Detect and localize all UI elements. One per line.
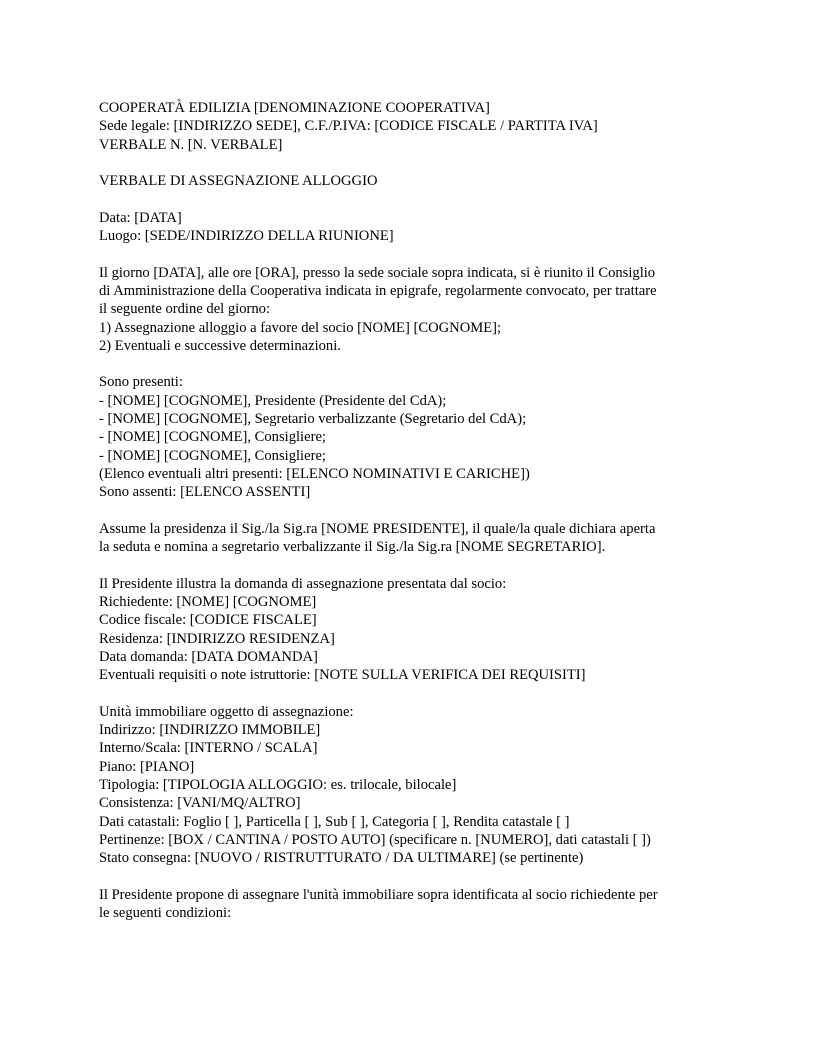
minutes-number: VERBALE N. [N. VERBALE] — [99, 136, 283, 153]
meeting-details — [99, 209, 729, 246]
cooperative-name: COOPERATÀ EDILIZIA [DENOMINAZIONE COOPERATIVA] — [99, 100, 490, 116]
presidency-line: la seduta e nomina a segretario verbalizzante il Sig./la Sig.ra [NOME SEGRETARIO]. — [99, 539, 606, 556]
registered-office: Sede legale: [INDIRIZZO SEDE], C.F./P.IVA: [CODICE FISCALE / PARTITA IVA] — [99, 118, 598, 135]
attendance-section — [99, 373, 729, 501]
agenda-item: 1) Assegnazione alloggio a favore del socio [NOME] [COGNOME]; — [99, 319, 502, 336]
property-delivery-status: Stato consegna: [NUOVO / RISTRUTTURATO / DA ULTIMARE] (se pertinente) — [99, 850, 584, 867]
document-title: VERBALE DI ASSEGNAZIONE ALLOGGIO — [99, 173, 378, 190]
intro-paragraph — [99, 264, 729, 355]
intro-line: di Amministrazione della Cooperativa indicata in epigrafe, regolarmente convocato, per trattare — [99, 282, 657, 299]
absentees: Sono assenti: [ELENCO ASSENTI] — [99, 484, 311, 501]
property-address: Indirizzo: [INDIRIZZO IMMOBILE] — [99, 722, 321, 739]
property-unit: Interno/Scala: [INTERNO / SCALA] — [99, 740, 318, 757]
application-date: Data domanda: [DATA DOMANDA] — [99, 648, 318, 665]
meeting-date: Data: [DATA] — [99, 209, 182, 226]
spacer — [99, 355, 729, 373]
proposal-line: Il Presidente propone di assegnare l'unità immobiliare sopra identificata al socio richiedente per — [99, 886, 658, 903]
spacer — [99, 685, 729, 703]
applicant-tax-code: Codice fiscale: [CODICE FISCALE] — [99, 612, 317, 629]
applicant-residence: Residenza: [INDIRIZZO RESIDENZA] — [99, 630, 335, 647]
presidency-paragraph — [99, 520, 729, 557]
application-notes: Eventuali requisiti o note istruttorie: [NOTE SULLA VERIFICA DEI REQUISITI] — [99, 667, 586, 684]
property-heading: Unità immobiliare oggetto di assegnazione: — [99, 703, 354, 720]
application-intro: Il Presidente illustra la domanda di assegnazione presentata dal socio: — [99, 575, 507, 592]
spacer — [99, 190, 729, 208]
application-section — [99, 575, 729, 685]
property-type: Tipologia: [TIPOLOGIA ALLOGGIO: es. trilocale, bilocale] — [99, 776, 457, 793]
presidency-line: Assume la presidenza il Sig./la Sig.ra [NOME PRESIDENTE], il quale/la quale dichiara aperta — [99, 520, 656, 537]
other-attendees: (Elenco eventuali altri presenti: [ELENCO NOMINATIVI E CARICHE]) — [99, 465, 530, 482]
attendee-item: - [NOME] [COGNOME], Consigliere; — [99, 447, 326, 464]
agenda-item: 2) Eventuali e successive determinazioni. — [99, 337, 341, 354]
property-section — [99, 703, 729, 868]
spacer — [99, 556, 729, 574]
property-floor: Piano: [PIANO] — [99, 758, 195, 775]
cooperative-header — [99, 99, 729, 154]
attendance-heading: Sono presenti: — [99, 374, 183, 391]
applicant-name: Richiedente: [NOME] [COGNOME] — [99, 594, 317, 611]
proposal-line: le seguenti condizioni: — [99, 905, 232, 922]
spacer — [99, 245, 729, 263]
attendee-item: - [NOME] [COGNOME], Segretario verbalizzante (Segretario del CdA); — [99, 411, 527, 428]
property-cadastral-data: Dati catastali: Foglio [ ], Particella [ ], Sub [ ], Categoria [ ], Rendita catastale [ ] — [99, 813, 570, 830]
spacer — [99, 502, 729, 520]
property-size: Consistenza: [VANI/MQ/ALTRO] — [99, 795, 301, 812]
document-body — [99, 99, 729, 922]
proposal-paragraph — [99, 886, 729, 923]
spacer — [99, 154, 729, 172]
attendee-item: - [NOME] [COGNOME], Presidente (Presidente del CdA); — [99, 392, 447, 409]
intro-line: il seguente ordine del giorno: — [99, 301, 271, 318]
intro-line: Il giorno [DATA], alle ore [ORA], presso la sede sociale sopra indicata, si è riunito il Consiglio — [99, 264, 656, 281]
property-appurtenances: Pertinenze: [BOX / CANTINA / POSTO AUTO] (specificare n. [NUMERO], dati catastali [ ]) — [99, 831, 651, 848]
meeting-place: Luogo: [SEDE/INDIRIZZO DELLA RIUNIONE] — [99, 228, 394, 245]
spacer — [99, 867, 729, 885]
attendee-item: - [NOME] [COGNOME], Consigliere; — [99, 429, 326, 446]
